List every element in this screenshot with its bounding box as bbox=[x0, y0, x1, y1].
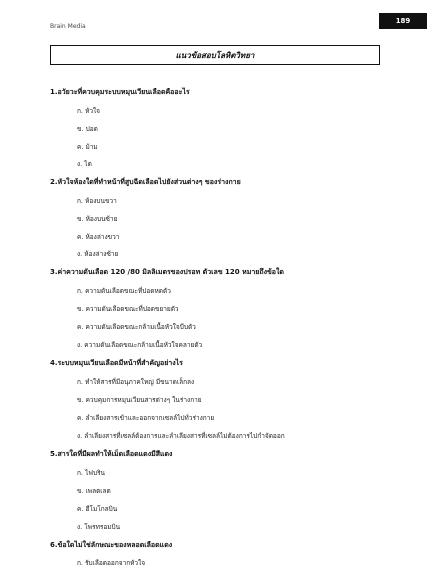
question-5-option-b: ข. เพลตเลต bbox=[77, 487, 111, 495]
question-6: 6.ข้อใดไม่ใช่ลักษณะของหลอดเลือดแดง bbox=[50, 541, 173, 549]
question-1-option-c: ค. ม้าม bbox=[77, 143, 98, 151]
question-5-option-c: ค. ฮีโมโกลบิน bbox=[77, 505, 118, 513]
question-4-option-c: ค. ลำเลียงสารเข้าและออกจากเซลล์ไปทั่วร่างกาย bbox=[77, 414, 215, 422]
question-3: 3.ค่าความดันเลือด 120 /80 มิลลิเมตรของปรอท ตัวเลข 120 หมายถึงข้อใด bbox=[50, 268, 284, 276]
brand-label: Brain Media bbox=[50, 23, 86, 30]
question-3-option-c: ค. ความดันเลือดขณะกล้ามเนื้อหัวใจบีบตัว bbox=[77, 323, 196, 331]
question-3-option-d: ง. ความดันเลือดขณะกล้ามเนื้อหัวใจคลายตัว bbox=[77, 341, 203, 349]
question-3-option-a: ก. ความดันเลือดขณะที่ปอดหดตัว bbox=[77, 287, 171, 295]
question-1: 1.อวัยวะที่ควบคุมระบบหมุนเวียนเลือดคืออะไร bbox=[50, 88, 190, 96]
question-4-option-a: ก. ทำให้สารที่มีอนุภาคใหญ่ มีขนาดเล็กลง bbox=[77, 378, 195, 386]
question-3-option-b: ข. ความดันเลือดขณะที่ปอดขยายตัว bbox=[77, 305, 179, 313]
question-1-option-b: ข. ปอด bbox=[77, 125, 98, 133]
question-2-option-b: ข. ห้องบนซ้าย bbox=[77, 215, 118, 223]
question-2-option-c: ค. ห้องล่างขวา bbox=[77, 233, 120, 241]
question-2: 2.หัวใจห้องใดที่ทำหน้าที่สูบฉีดเลือดไปยังส่วนต่างๆ ของร่างกาย bbox=[50, 178, 241, 186]
question-2-option-d: ง. ห้องล่างซ้าย bbox=[77, 250, 119, 258]
question-5-option-d: ง. โพรทรอมบิน bbox=[77, 523, 121, 531]
question-2-option-a: ก. ห้องบนขวา bbox=[77, 197, 117, 205]
question-5: 5.สารใดที่มีผลทำให้เม็ดเลือดแดงมีสีแดง bbox=[50, 450, 173, 458]
question-4: 4.ระบบหมุนเวียนเลือดมีหน้าที่สำคัญอย่างไร bbox=[50, 359, 183, 367]
question-6-option-a: ก. รับเลือดออกจากหัวใจ bbox=[77, 559, 146, 567]
question-5-option-a: ก. ไฟบริน bbox=[77, 469, 105, 477]
page-number-badge: 189 bbox=[379, 13, 427, 29]
question-4-option-b: ข. ควบคุมการหมุนเวียนสารต่างๆ ในร่างกาย bbox=[77, 396, 202, 404]
question-4-option-d: ง. ลำเลียงสารที่เซลล์ต้องการและลำเลียงสารที่เซลล์ไม่ต้องการไปกำจัดออก bbox=[77, 432, 285, 440]
page-title: แนวข้อสอบโลหิตวิทยา bbox=[50, 45, 380, 65]
question-1-option-d: ง. ไต bbox=[77, 160, 92, 168]
question-1-option-a: ก. หัวใจ bbox=[77, 107, 100, 115]
